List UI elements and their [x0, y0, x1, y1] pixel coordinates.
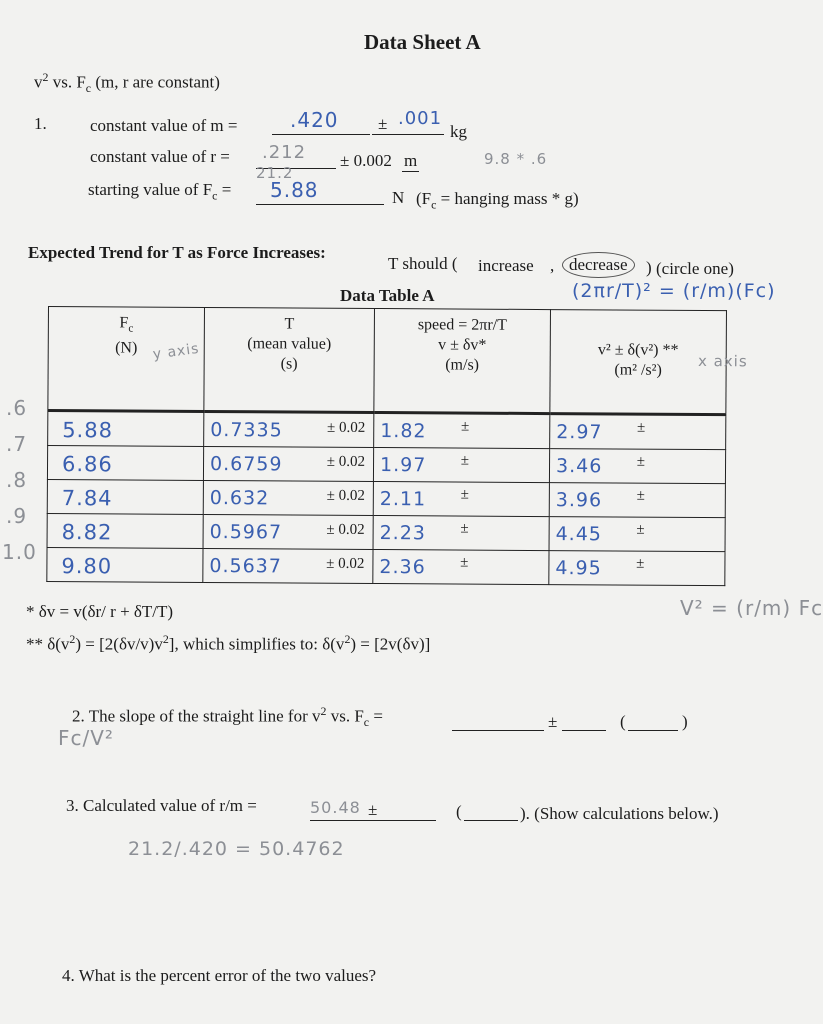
cell-period[interactable]: [204, 411, 374, 447]
q2-text: The slope of the straight line for v: [88, 706, 321, 726]
rm-value-field[interactable]: [310, 800, 436, 821]
cell-speed[interactable]: [373, 515, 549, 550]
cell-speed[interactable]: [373, 481, 549, 516]
force-value: 8.82: [61, 520, 113, 545]
q2-note: Fc/V²: [58, 726, 114, 750]
q2-pm: ±: [548, 712, 558, 731]
vsq-value: 4.45: [555, 523, 602, 546]
data-table: [46, 306, 748, 586]
header-vsq-formula: v² ± δ(v²) **: [597, 341, 679, 359]
q3-tail: ). (Show calculations below.): [520, 804, 719, 823]
q3-paren-open: (: [456, 802, 462, 821]
speed-value: 2.23: [379, 522, 426, 545]
mass-unc-field[interactable]: [372, 110, 444, 135]
speed-value: 2.11: [379, 488, 427, 511]
period-unc: ± 0.02: [326, 419, 366, 436]
q4-row: [62, 966, 376, 986]
period-unc: ± 0.02: [326, 487, 365, 504]
period-value: 0.632: [209, 486, 270, 510]
mass-label: constant value of m =: [90, 116, 238, 135]
vsq-value: 2.97: [556, 421, 603, 444]
radius-note: 21.2: [256, 164, 294, 182]
table-row: [47, 513, 725, 551]
mass-note: .7: [6, 432, 28, 456]
subtitle-sub: c: [85, 81, 92, 96]
table-caption: Data Table A: [340, 286, 435, 305]
vsq-pm: ±: [636, 453, 646, 470]
header-speed: [374, 308, 551, 413]
table-header-row: [48, 307, 727, 415]
force-value: 7.84: [61, 486, 113, 511]
header-force-symbol: F: [119, 314, 129, 332]
trend-label: Expected Trend for T as Force Increases:: [28, 243, 326, 262]
force-label: [88, 180, 231, 203]
cell-speed[interactable]: [373, 549, 549, 584]
table-row: [47, 547, 725, 585]
mass-unc: .001: [398, 108, 443, 129]
table-formula-note: (2πr/T)² = (r/m)(Fc): [572, 280, 776, 302]
vsq-pm: ±: [636, 521, 645, 538]
mass-value: .420: [290, 108, 339, 132]
page-title: Data Sheet A: [364, 30, 481, 54]
header-period-unit: (s): [280, 355, 298, 373]
speed-pm: ±: [460, 452, 470, 469]
header-period-symbol: T: [284, 315, 295, 333]
period-unc: ± 0.02: [326, 521, 365, 538]
q2-text-b: vs. F: [326, 706, 364, 726]
header-force: [48, 307, 205, 412]
force-formula-text: (F: [416, 189, 432, 208]
q2-text-sub: c: [363, 715, 370, 730]
footnote-2-b: ) = [2(δv/v)v: [75, 634, 163, 654]
cell-force[interactable]: [47, 446, 203, 481]
q3-text: Calculated value of r/m =: [83, 796, 257, 815]
trend-option-decrease[interactable]: [562, 252, 635, 278]
force-value: 9.80: [61, 554, 113, 579]
footnote-2-d: ) = [2v(δv)]: [350, 634, 431, 654]
trend-option-increase[interactable]: increase: [478, 256, 534, 275]
q3-row: [66, 796, 257, 816]
speed-pm: ±: [460, 486, 469, 503]
force-label-eq: =: [217, 180, 232, 199]
speed-pm: ±: [460, 520, 469, 537]
vsq-pm: ±: [636, 555, 645, 572]
q2-row: 2. The slope of the straight line for $v^2$ vs. $F_c$ =: [72, 704, 383, 730]
force-value: 5.88: [62, 418, 114, 443]
rm-unit-field[interactable]: [464, 800, 518, 821]
speed-value: 1.97: [379, 454, 427, 477]
cell-force[interactable]: [47, 547, 203, 582]
period-value: 0.5967: [209, 520, 283, 544]
force-label-text: starting value of F: [88, 180, 213, 199]
q1-number: 1.: [34, 114, 47, 133]
cell-speed[interactable]: [374, 412, 550, 448]
vsq-value: 3.96: [555, 489, 603, 512]
trend-row: [28, 243, 326, 263]
table-row: [48, 411, 726, 450]
cell-vsq[interactable]: [549, 517, 725, 552]
table-row: [47, 446, 725, 484]
cell-vsq[interactable]: [550, 414, 726, 450]
period-value: 0.5637: [209, 554, 282, 578]
slope-unit-field[interactable]: [628, 710, 678, 731]
slope-value-field[interactable]: [452, 710, 544, 731]
force-formula-sub: c: [431, 197, 437, 212]
vsq-pm: ±: [636, 419, 646, 436]
force-value-field[interactable]: [256, 180, 384, 205]
subtitle: [34, 70, 220, 96]
mass-note: .6: [6, 396, 28, 420]
cell-period[interactable]: [203, 480, 373, 515]
radius-label: constant value of r =: [90, 147, 230, 166]
trend-close: ): [646, 258, 652, 277]
mass-pm: ±: [378, 114, 388, 133]
speed-pm: ±: [460, 418, 470, 435]
header-vsq-unit: (m² /s²): [614, 361, 662, 379]
cell-force[interactable]: [47, 513, 203, 548]
header-force-unit: (N): [115, 339, 138, 357]
radius-pm: ± 0.002: [340, 151, 392, 170]
mass-note: .9: [6, 504, 28, 528]
slope-unc-field[interactable]: [562, 710, 606, 731]
vsq-value: 4.95: [555, 557, 602, 580]
q3-calc: 21.2/.420 = 50.4762: [128, 838, 345, 860]
header-speed-formula: speed = 2πr/T: [417, 316, 507, 334]
subtitle-v: v: [34, 72, 43, 92]
cell-force[interactable]: [48, 411, 204, 447]
vsq-pm: ±: [636, 487, 645, 504]
header-vsq: [550, 310, 748, 415]
table-row: [47, 479, 725, 517]
force-value: 6.86: [61, 452, 113, 477]
q3-pm: ±: [368, 800, 378, 819]
cell-vsq[interactable]: [549, 449, 725, 484]
header-period-desc: (mean value): [247, 335, 332, 353]
q3-number: 3.: [66, 796, 79, 815]
speed-pm: ±: [460, 554, 469, 571]
y-axis-note: y axis: [152, 340, 201, 363]
trend-circle-one: (circle one): [656, 259, 734, 278]
header-period: [204, 307, 375, 412]
trend-option-decrease-label: decrease: [569, 255, 628, 274]
trend-comma: ,: [550, 256, 555, 275]
vsq-value: 3.46: [555, 455, 603, 478]
period-unc: ± 0.02: [326, 453, 366, 470]
footnote-2-c: ], which simplifies to: δ(v: [168, 634, 345, 654]
cell-speed[interactable]: [373, 447, 549, 482]
cell-vsq[interactable]: [549, 551, 725, 586]
cell-period[interactable]: [203, 514, 373, 549]
radius-value: .212: [262, 142, 307, 163]
cell-period[interactable]: [203, 446, 373, 481]
x-axis-note: x axis: [697, 351, 748, 371]
q2-number: 2.: [72, 706, 85, 726]
force-unit: N: [392, 188, 405, 207]
q4-number: 4.: [62, 966, 75, 985]
footnote-2-a: ** δ(v: [26, 634, 70, 654]
subtitle-tail: (m, r are constant): [91, 72, 220, 92]
subtitle-rest: vs. F: [48, 72, 86, 92]
q3-value: 50.48: [310, 798, 361, 817]
header-speed-desc: v ± δv*: [438, 336, 487, 354]
speed-value: 1.82: [380, 420, 427, 443]
force-formula-tail: = hanging mass * g): [436, 189, 579, 208]
period-unc: ± 0.02: [326, 555, 365, 572]
force-formula: [416, 189, 579, 212]
q2-paren-open: (: [620, 712, 626, 731]
subtitle-sup: 2: [42, 70, 49, 84]
force-label-sub: c: [212, 188, 218, 203]
trend-text: T should (: [388, 254, 458, 273]
mass-note: .8: [6, 468, 28, 492]
q4-text: What is the percent error of the two values?: [78, 966, 377, 985]
mass-note: 1.0: [2, 540, 37, 564]
period-value: 0.7335: [210, 418, 283, 442]
mass-value-field[interactable]: [272, 110, 370, 135]
period-value: 0.6759: [209, 452, 283, 476]
speed-value: 2.36: [379, 556, 426, 579]
radius-unit: m: [404, 151, 418, 170]
mass-unit: kg: [450, 122, 467, 141]
margin-formula-note: V² = (r/m) Fc: [680, 596, 823, 620]
cell-force[interactable]: [47, 479, 203, 514]
footnote-1: * δv = v(δr/ r + δT/T): [26, 602, 174, 621]
q2-text-eq: =: [369, 706, 383, 726]
force-side-note: 9.8 * .6: [484, 150, 548, 168]
footnote-2: ** $\delta(v^2) = [2(\delta v/v)v^2]$, which simplifies to: $\delta(v^2) = [2v(\delta v)]$: [26, 632, 431, 654]
cell-period[interactable]: [203, 548, 373, 583]
cell-vsq[interactable]: [549, 483, 725, 518]
header-force-sub: c: [128, 322, 134, 335]
force-value: 5.88: [270, 178, 319, 202]
header-speed-unit: (m/s): [445, 356, 480, 374]
q2-paren-close: ): [682, 712, 688, 731]
